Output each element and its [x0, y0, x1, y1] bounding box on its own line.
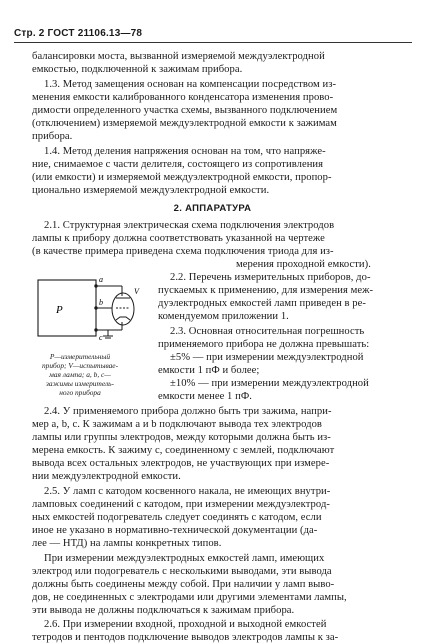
text-line: емкости менее 1 пФ. [158, 391, 252, 402]
label-v: V [134, 287, 139, 296]
text-line: лампы к прибору должна соответствовать указанной на чертеже [32, 233, 325, 244]
text-line: ламповых соединений с катодом, при измерении междуэлектрод- [32, 499, 330, 510]
text-line: должны быть соединены между собой. При наличии у ламп выво- [32, 579, 335, 590]
text-line: 2.4. У применяемого прибора должно быть три зажима, напри- [44, 406, 332, 417]
caption-line: Р—измерительный [49, 352, 111, 361]
text-line: (в качестве примера приведена схема подключения триода для из- [32, 246, 334, 257]
label-p: Р [56, 304, 63, 316]
text-line: мерена емкость. К зажиму c, соединенному с землей, подключают [32, 445, 335, 456]
text-line: прибора. [32, 131, 73, 142]
text-line: ционально измеряемой междуэлектродной емкости. [32, 185, 270, 196]
text-line: мер a, b, c. К зажимам a и b подключают вывода тех электродов [32, 419, 322, 430]
text-line: дуэлектродных емкостей ламп приведен в ре- [158, 298, 366, 309]
section-heading: 2. АППАРАТУРА [173, 203, 252, 214]
text-line: дов, не соединенных с электродами или другими элементами лампы, [32, 592, 347, 603]
text-line: лее — НТД) на лампы конкретных типов. [32, 538, 222, 549]
text-line: пускаемых к применению, для измерения меж- [158, 285, 374, 296]
label-c: c [99, 333, 103, 342]
label-b: b [99, 298, 103, 307]
text-line: ±10% — при измерении междуэлектродной [170, 378, 369, 389]
text-line: 2.1. Структурная электрическая схема подключения электродов [44, 220, 335, 231]
text-line: 2.5. У ламп с катодом косвенного накала, не имеющих внутри- [44, 486, 331, 497]
text-line: вывода всех остальных электродов, не участвующих при измере- [32, 458, 330, 469]
label-a: a [99, 275, 103, 284]
text-line: 2.3. Основная относительная погрешность [170, 326, 365, 337]
text-line: тетродов и пентодов подключение выводов электродов лампы к за- [32, 632, 339, 643]
text-line: нии междуэлектродной емкости. [32, 471, 181, 482]
text-line: (или емкости) и измеряемой междуэлектродной емкости, пропор- [32, 172, 332, 183]
text-line: димости определенного участка схемы, вызванного подключением [32, 105, 338, 116]
text-line: емкостью, подключенной к зажимам прибора. [32, 64, 243, 75]
figure-caption [22, 352, 138, 397]
header-rule [14, 42, 412, 43]
caption-line: зажимы измеритель- [46, 379, 114, 388]
text-line: При измерении междуэлектродных емкостей ламп, имеющих [44, 553, 325, 564]
text-line: эти вывода не должны подключаться к зажимам прибора. [32, 605, 295, 616]
text-line: применяемого прибора не должна превышать: [158, 339, 370, 350]
text-line: балансировки моста, вызванной измеряемой междуэлектродной [32, 51, 325, 62]
text-line: ние, снимаемое с части делителя, состоящего из сопротивления [32, 159, 324, 170]
text-line: (отключением) измеряемой междуэлектродной емкости к зажимам [32, 118, 337, 129]
text-line: иное не указано в нормативно-технической документации (да- [32, 525, 318, 536]
page-header: Стр. 2 ГОСТ 21106.13—78 [14, 28, 143, 39]
text-line: 1.3. Метод замещения основан на компенсации посредством из- [44, 79, 337, 90]
text-line: ±5% — при измерении междуэлектродной [170, 352, 364, 363]
text-line: 2.6. При измерении входной, проходной и выходной емкостей [44, 619, 327, 630]
circuit-diagram [36, 270, 142, 348]
text-line: мерения проходной емкости). [236, 259, 371, 270]
text-line: 1.4. Метод деления напряжения основан на том, что напряже- [44, 146, 326, 157]
caption-line: ного прибора [59, 388, 101, 397]
text-line: ных емкостей подогреватель следует соединять с катодом, если [32, 512, 322, 523]
text-line: 2.2. Перечень измерительных приборов, до- [170, 272, 371, 283]
text-line: электрод или подогреватель с несколькими выводами, эти вывода [32, 566, 332, 577]
caption-line: мая лампа; a, b, c— [49, 370, 111, 379]
caption-line: прибор; V—испытывае- [41, 361, 119, 370]
text-line: емкости 1 пФ и более; [158, 365, 260, 376]
text-line: комендуемом приложении 1. [158, 311, 289, 322]
text-line: менения емкости калиброванного конденсатора изменения прово- [32, 92, 334, 103]
text-line: лампы или группы электродов, между которыми должна быть из- [32, 432, 331, 443]
